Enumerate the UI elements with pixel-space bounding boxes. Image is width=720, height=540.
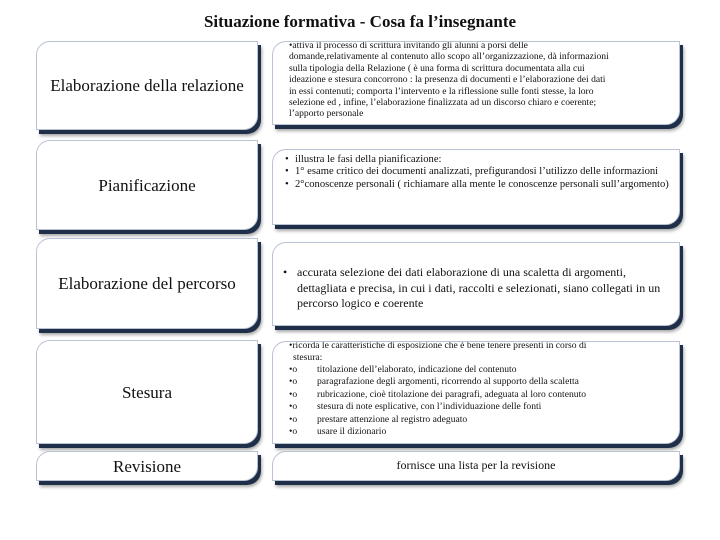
list-item [289,364,671,376]
step-label-text: Elaborazione della relazione [50,76,244,95]
content-line: •ricorda le caratteristiche di esposizione che è bene tenere presenti in corso di [289,341,587,351]
list-bullet: •o [289,426,298,438]
list-bullet: •o [289,388,298,400]
list-bullet: •o [289,376,298,388]
list-item [289,426,671,438]
step-content-revisione [272,451,680,481]
list-item-text: usare il dizionario [317,426,387,438]
content-line: in essi contenuti; comporta l’intervento e la riflessione sulle fonti stesse, la loro [289,85,594,97]
list-item-text: titolazione dell’elaborato, indicazione del contenuto [317,364,517,375]
content-bullet: • 2°conoscenze personali ( richiamare alla mente le conoscenze personali sull’argomento) [285,179,671,191]
list-item-text: stesura di note esplicative, con l’individuazione delle fonti [317,401,542,413]
step-label-text: Stesura [121,382,173,402]
content-line: stesura: [293,352,323,363]
step-label-text: Elaborazione del percorso [58,274,236,293]
content-bullet: • 1° esame critico dei documenti analizzati, prefigurandosi l’utilizzo delle informazioni [285,166,671,178]
list-item [289,401,671,413]
content-line: domande,relativamente al contenuto allo scopo all’organizzazione, dà informazioni [289,51,609,63]
step-label-stesura [36,340,258,444]
step-label-text: Revisione [113,456,181,476]
list-bullet: •o [289,364,298,375]
step-label-revisione [36,451,258,481]
content-line: •attiva il processo di scrittura invitando gli alunni a porsi delle [289,41,528,51]
content-line: selezione ed , infine, l’elaborazione finalizzata ad un discorso chiaro e coerente; [289,97,597,109]
list-item [289,414,671,426]
list-item [289,389,671,401]
content-bullet: • accurata selezione dei dati elaborazione di una scaletta di argomenti, dettagliata e precisa, in cui i dati, raccolti e selezionati, siano collegati in un percorso logico e coerente [283,265,671,312]
step-label-elaborazione-relazione [36,41,258,130]
step-label-text: Pianificazione [98,175,196,195]
list-bullet: •o [289,413,298,425]
content-line: ideazione e stesura concorrono : la presenza di documenti e l’elaborazione dei dati [289,74,606,86]
list-item-text: paragrafazione degli argomenti, ricorrendo al supporto della scaletta [317,376,579,388]
page-title: Situazione formativa - Cosa fa l’insegnante [203,12,517,31]
step-label-elaborazione-percorso [36,238,258,329]
content-line: fornisce una lista per la revisione [396,458,556,472]
list-item-text: rubricazione, cioè titolazione dei paragrafi, adeguata al loro contenuto [317,388,587,400]
step-content-elaborazione-percorso [272,242,680,326]
step-content-elaborazione-relazione [272,41,680,125]
list-item-text: prestare attenzione al registro adeguato [317,413,468,425]
content-line: l’apporto personale [289,108,364,120]
list-bullet: •o [289,401,298,413]
content-line: sulla tipologia della Relazione ( è una forma di scrittura documentata alla cui [289,62,585,74]
content-bullet: • illustra le fasi della pianificazione: [285,154,671,166]
step-label-pianificazione [36,140,258,230]
list-item [289,376,671,388]
step-content-pianificazione [272,149,680,225]
step-content-stesura [272,341,680,444]
